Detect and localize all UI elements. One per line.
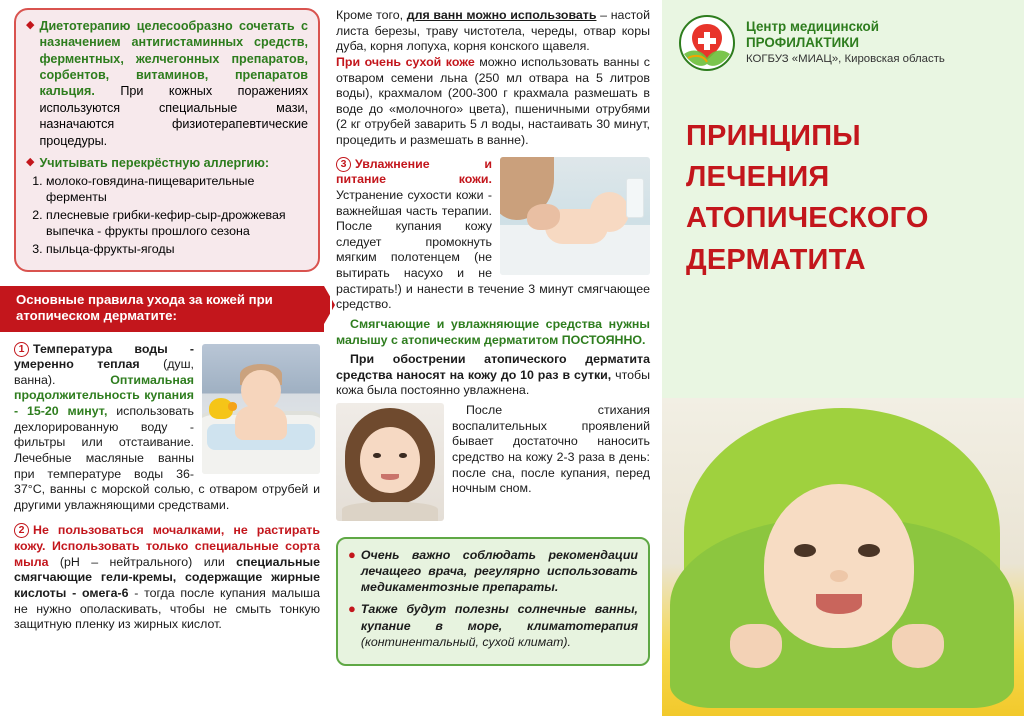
cover-baby-photo [660,398,1024,716]
dot-bullet-icon: ● [348,547,356,562]
column-cover [660,0,1024,716]
list-item: 1. молоко-говядина-пищеварительные ферменты [46,174,308,206]
rule-3-rest: Устранение сухости кожи - важнейшая часть терапии. После купания кожу следует промокнуть мягким полотенцем (не вытирать насухо и не растирать!) и нанести в течение 3 минут смягчающее средство. [336,187,650,312]
rule-1-green: Оптимальная продолжительность купания - 15-20 минут, [14,372,194,419]
cross-allergy-list [26,174,308,257]
bathing-baby-photo [202,344,320,474]
rule-1-after-lead: (душ, ванна). [14,357,194,387]
baby-massage-photo [500,157,650,275]
emollients-always-note: Смягчающие и увлажняющие средства нужны малышу с атопическим дерматитом ПОСТОЯННО. [336,316,650,347]
recommendation-2-tail: (континентальный, сухой климат). [360,634,571,649]
exacerbation-paragraph [336,352,650,399]
diet-bullet-1-tail: При кожных поражениях используются специальные мази, назначаются физиотерапевтические процедуры. [39,84,308,148]
after-inflammation-paragraph: После стихания воспалительных проявлений бывает достаточно наносить средство на кожу 2-3 раза в день: после сна, после купания, перед ночным сном. [452,403,650,496]
rule-3-lead: Увлажнение и питание кожи. [336,156,492,187]
dry-skin-rest: можно использовать ванны с отваром семени льна (250 мл отвара на 5 литров воды), крахмалом (200-300 г крахмала размешать в воде до «молочного» цвета), пшеничными отрубями (2 кг отрубей заварить 5 л воды, настаивать 30 минут, процедить и размешать в ванне). [336,54,650,147]
recommendation-1-text: Очень важно соблюдать рекомендации лечащего врача, регулярно использовать медикаментозные препараты. [360,548,638,595]
medical-prevention-center-logo-icon [678,14,736,72]
logo-line-1: Центр медицинской [746,19,879,35]
skin-care-rules-ribbon: Основные правила ухода за кожей при атопическом дерматите: [0,286,324,332]
bath-herbs-underline: для ванн можно использовать [406,8,597,22]
exacerbation-bold: При обострении атопического дерматита средства наносят на кожу до 10 раз в сутки, [336,352,650,382]
organization-logo-block [660,0,1024,72]
recommendations-box [336,537,650,666]
diamond-bullet-icon: ◆ [26,19,35,31]
cover-title-line-2: ЛЕЧЕНИЯ [686,161,830,194]
rule-1-number: 1 [14,342,29,357]
cover-title [660,116,1024,281]
diet-bullet-1-text: Диетотерапию целесообразно сочетать с назначением антигистаминных средств, ферментных, желчегонных препаратов, сорбентов, витаминов, препаратов кальция. [39,19,308,99]
dot-bullet-icon-2: ● [348,601,356,617]
rule-1-rest: использовать дехлорированную воду - фильтры или отстаивание. Лечебные масляные ванны при температуре воды 36-37°С, ванны с морской солью, с отваром отрубей и другими увлажняющими средствами. [14,404,320,512]
cover-title-line-4: ДЕРМАТИТА [686,243,866,276]
recommendation-item-2 [348,601,638,649]
diet-bullet-2 [26,155,308,171]
diet-therapy-box [14,8,320,272]
list-item: 3. пыльца-фрукты-ягоды [46,242,308,258]
bath-herbs-paragraph [336,8,650,55]
bath-herbs-lead: Кроме того, [336,8,404,22]
rule-2-lead: Не пользоваться мочалками, не растирать кожу. Использовать только специальные сорта мыла [14,523,320,569]
recommendation-2-text: Также будут полезны солнечные ванны, купание в море, климатотерапия [360,602,638,633]
logo-line-3: КОГБУЗ «МИАЦ», Кировская область [746,53,945,66]
rule-2 [14,523,320,632]
cover-title-line-3: АТОПИЧЕСКОГО [686,202,929,235]
rule-2-mid: (рН – нейтрального) или [59,554,225,569]
exacerbation-rest: чтобы кожа была постоянно увлажнена. [336,367,650,398]
bath-herbs-rest: – настой листа березы, траву чистотела, череды, отвар коры дуба, корня лопуха, корня конского щавеля. [336,8,650,54]
diamond-bullet-icon-2: ◆ [26,155,35,168]
recommendation-item-1 [348,547,638,595]
panel-seam-2 [660,0,662,716]
list-item: 2. плесневые грибки-кефир-сыр-дрожжевая выпечка - фрукты прошлого сезона [46,208,308,240]
column-left [0,0,330,716]
rule-2-rest: - тогда после купания малыша не нужно ополаскивать, чтобы не смыть тонкую защитную пленку из жирных кислот. [14,585,320,632]
rule-2-number: 2 [14,523,29,538]
column-middle [330,0,660,716]
rule-1-lead: Температура воды - умеренно теплая [14,341,194,372]
logo-line-2: ПРОФИЛАКТИКИ [746,35,860,51]
panel-seam-1 [330,0,332,716]
rule-3-number: 3 [336,157,351,172]
cover-title-line-1: ПРИНЦИПЫ [686,120,861,152]
dry-skin-paragraph [336,55,650,149]
girl-photo [336,403,444,521]
cross-allergy-title: Учитывать перекрёстную аллергию: [39,155,270,170]
dry-skin-lead: При очень сухой коже [336,54,475,69]
diet-bullet-1 [26,18,308,149]
rule-2-lead-2: специальные смягчающие гели-кремы, содержащие жирные кислоты - омега-6 [14,554,320,600]
